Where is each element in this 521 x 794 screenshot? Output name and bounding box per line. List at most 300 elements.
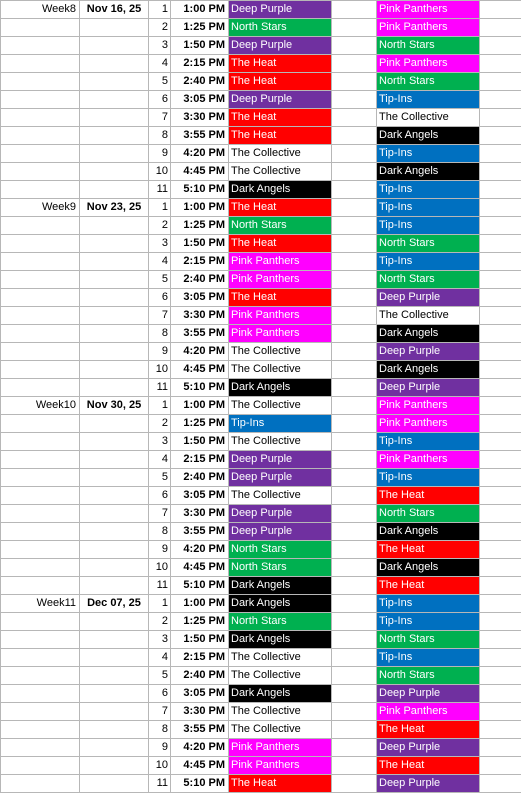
week-label-cell[interactable] xyxy=(1,73,80,91)
spacer-cell[interactable] xyxy=(332,1,377,19)
spacer-cell[interactable] xyxy=(480,325,521,343)
game-time-cell[interactable]: 1:50 PM xyxy=(171,433,229,451)
week-label-cell[interactable] xyxy=(1,379,80,397)
week-label-cell[interactable] xyxy=(1,523,80,541)
week-label-cell[interactable] xyxy=(1,487,80,505)
game-time-cell[interactable]: 3:55 PM xyxy=(171,325,229,343)
home-team-cell[interactable]: The Heat xyxy=(229,235,332,253)
week-label-cell[interactable] xyxy=(1,721,80,739)
game-number-cell[interactable]: 7 xyxy=(149,703,171,721)
game-number-cell[interactable]: 8 xyxy=(149,523,171,541)
week-date-cell[interactable] xyxy=(80,541,149,559)
spacer-cell[interactable] xyxy=(332,397,377,415)
spacer-cell[interactable] xyxy=(480,343,521,361)
spacer-cell[interactable] xyxy=(332,613,377,631)
spacer-cell[interactable] xyxy=(332,199,377,217)
week-label-cell[interactable] xyxy=(1,217,80,235)
away-team-cell[interactable]: Pink Panthers xyxy=(377,397,480,415)
home-team-cell[interactable]: The Collective xyxy=(229,667,332,685)
spacer-cell[interactable] xyxy=(480,253,521,271)
game-time-cell[interactable]: 2:15 PM xyxy=(171,55,229,73)
game-time-cell[interactable]: 2:15 PM xyxy=(171,649,229,667)
spacer-cell[interactable] xyxy=(332,667,377,685)
week-date-cell[interactable]: Nov 30, 25 xyxy=(80,397,149,415)
home-team-cell[interactable]: Dark Angels xyxy=(229,595,332,613)
week-label-cell[interactable] xyxy=(1,541,80,559)
week-date-cell[interactable] xyxy=(80,469,149,487)
home-team-cell[interactable]: The Collective xyxy=(229,487,332,505)
week-date-cell[interactable] xyxy=(80,757,149,775)
week-date-cell[interactable] xyxy=(80,325,149,343)
home-team-cell[interactable]: The Heat xyxy=(229,289,332,307)
table-row[interactable] xyxy=(1,415,521,433)
game-time-cell[interactable]: 3:30 PM xyxy=(171,505,229,523)
week-label-cell[interactable] xyxy=(1,235,80,253)
week-label-cell[interactable] xyxy=(1,361,80,379)
away-team-cell[interactable]: North Stars xyxy=(377,235,480,253)
week-date-cell[interactable] xyxy=(80,181,149,199)
away-team-cell[interactable]: The Heat xyxy=(377,541,480,559)
spacer-cell[interactable] xyxy=(332,415,377,433)
home-team-cell[interactable]: Deep Purple xyxy=(229,1,332,19)
game-number-cell[interactable]: 10 xyxy=(149,163,171,181)
spacer-cell[interactable] xyxy=(332,109,377,127)
spacer-cell[interactable] xyxy=(480,577,521,595)
week-date-cell[interactable] xyxy=(80,379,149,397)
spacer-cell[interactable] xyxy=(332,217,377,235)
away-team-cell[interactable]: Tip-Ins xyxy=(377,181,480,199)
week-label-cell[interactable] xyxy=(1,631,80,649)
week-label-cell[interactable] xyxy=(1,37,80,55)
game-time-cell[interactable]: 3:05 PM xyxy=(171,91,229,109)
game-time-cell[interactable]: 1:50 PM xyxy=(171,235,229,253)
game-time-cell[interactable]: 3:55 PM xyxy=(171,127,229,145)
table-row[interactable] xyxy=(1,271,521,289)
home-team-cell[interactable]: Pink Panthers xyxy=(229,253,332,271)
week-date-cell[interactable] xyxy=(80,739,149,757)
table-row[interactable] xyxy=(1,55,521,73)
game-number-cell[interactable]: 3 xyxy=(149,433,171,451)
week-date-cell[interactable] xyxy=(80,109,149,127)
home-team-cell[interactable]: The Heat xyxy=(229,199,332,217)
table-row[interactable] xyxy=(1,109,521,127)
spacer-cell[interactable] xyxy=(480,631,521,649)
game-number-cell[interactable]: 2 xyxy=(149,415,171,433)
game-number-cell[interactable]: 11 xyxy=(149,577,171,595)
week-label-cell[interactable] xyxy=(1,451,80,469)
game-number-cell[interactable]: 9 xyxy=(149,739,171,757)
spacer-cell[interactable] xyxy=(332,253,377,271)
week-label-cell[interactable] xyxy=(1,109,80,127)
week-date-cell[interactable] xyxy=(80,127,149,145)
spacer-cell[interactable] xyxy=(480,739,521,757)
home-team-cell[interactable]: Dark Angels xyxy=(229,577,332,595)
week-date-cell[interactable] xyxy=(80,577,149,595)
game-time-cell[interactable]: 2:40 PM xyxy=(171,667,229,685)
spacer-cell[interactable] xyxy=(332,181,377,199)
week-label-cell[interactable] xyxy=(1,703,80,721)
table-row[interactable] xyxy=(1,235,521,253)
away-team-cell[interactable]: Tip-Ins xyxy=(377,253,480,271)
week-label-cell[interactable] xyxy=(1,163,80,181)
game-time-cell[interactable]: 1:25 PM xyxy=(171,217,229,235)
game-time-cell[interactable]: 4:45 PM xyxy=(171,559,229,577)
spacer-cell[interactable] xyxy=(332,757,377,775)
week-label-cell[interactable] xyxy=(1,685,80,703)
home-team-cell[interactable]: The Heat xyxy=(229,73,332,91)
home-team-cell[interactable]: Deep Purple xyxy=(229,523,332,541)
away-team-cell[interactable]: North Stars xyxy=(377,631,480,649)
game-number-cell[interactable]: 11 xyxy=(149,181,171,199)
spacer-cell[interactable] xyxy=(480,667,521,685)
game-number-cell[interactable]: 8 xyxy=(149,127,171,145)
game-time-cell[interactable]: 4:20 PM xyxy=(171,145,229,163)
spacer-cell[interactable] xyxy=(332,595,377,613)
week-date-cell[interactable] xyxy=(80,271,149,289)
away-team-cell[interactable]: North Stars xyxy=(377,73,480,91)
spacer-cell[interactable] xyxy=(480,361,521,379)
home-team-cell[interactable]: North Stars xyxy=(229,217,332,235)
game-number-cell[interactable]: 5 xyxy=(149,271,171,289)
spacer-cell[interactable] xyxy=(480,559,521,577)
home-team-cell[interactable]: Pink Panthers xyxy=(229,307,332,325)
game-number-cell[interactable]: 11 xyxy=(149,379,171,397)
table-row[interactable] xyxy=(1,703,521,721)
away-team-cell[interactable]: Deep Purple xyxy=(377,289,480,307)
away-team-cell[interactable]: Dark Angels xyxy=(377,325,480,343)
table-row[interactable] xyxy=(1,307,521,325)
table-row[interactable] xyxy=(1,253,521,271)
home-team-cell[interactable]: The Collective xyxy=(229,433,332,451)
away-team-cell[interactable]: Dark Angels xyxy=(377,163,480,181)
week-date-cell[interactable] xyxy=(80,559,149,577)
week-date-cell[interactable] xyxy=(80,253,149,271)
spacer-cell[interactable] xyxy=(480,181,521,199)
week-date-cell[interactable]: Nov 16, 25 xyxy=(80,1,149,19)
spacer-cell[interactable] xyxy=(332,541,377,559)
spacer-cell[interactable] xyxy=(480,55,521,73)
week-date-cell[interactable] xyxy=(80,37,149,55)
week-date-cell[interactable] xyxy=(80,343,149,361)
spacer-cell[interactable] xyxy=(332,127,377,145)
week-date-cell[interactable] xyxy=(80,415,149,433)
game-time-cell[interactable]: 4:45 PM xyxy=(171,757,229,775)
away-team-cell[interactable]: The Heat xyxy=(377,721,480,739)
week-date-cell[interactable] xyxy=(80,775,149,793)
table-row[interactable] xyxy=(1,37,521,55)
game-number-cell[interactable]: 6 xyxy=(149,91,171,109)
table-row[interactable] xyxy=(1,649,521,667)
table-row[interactable] xyxy=(1,487,521,505)
table-row[interactable] xyxy=(1,343,521,361)
spacer-cell[interactable] xyxy=(332,703,377,721)
away-team-cell[interactable]: The Heat xyxy=(377,487,480,505)
away-team-cell[interactable]: North Stars xyxy=(377,37,480,55)
game-time-cell[interactable]: 1:50 PM xyxy=(171,37,229,55)
spacer-cell[interactable] xyxy=(480,469,521,487)
game-time-cell[interactable]: 4:45 PM xyxy=(171,163,229,181)
spacer-cell[interactable] xyxy=(480,271,521,289)
week-date-cell[interactable] xyxy=(80,649,149,667)
spacer-cell[interactable] xyxy=(332,559,377,577)
game-time-cell[interactable]: 3:05 PM xyxy=(171,685,229,703)
spacer-cell[interactable] xyxy=(480,217,521,235)
home-team-cell[interactable]: North Stars xyxy=(229,559,332,577)
week-label-cell[interactable]: Week11 xyxy=(1,595,80,613)
away-team-cell[interactable]: Pink Panthers xyxy=(377,1,480,19)
table-row[interactable] xyxy=(1,379,521,397)
spacer-cell[interactable] xyxy=(332,343,377,361)
home-team-cell[interactable]: The Heat xyxy=(229,55,332,73)
week-date-cell[interactable] xyxy=(80,433,149,451)
table-row[interactable] xyxy=(1,559,521,577)
game-time-cell[interactable]: 3:30 PM xyxy=(171,109,229,127)
week-label-cell[interactable] xyxy=(1,343,80,361)
table-row[interactable] xyxy=(1,451,521,469)
spacer-cell[interactable] xyxy=(480,199,521,217)
game-time-cell[interactable]: 2:40 PM xyxy=(171,469,229,487)
home-team-cell[interactable]: The Collective xyxy=(229,163,332,181)
game-number-cell[interactable]: 6 xyxy=(149,289,171,307)
game-number-cell[interactable]: 9 xyxy=(149,145,171,163)
game-number-cell[interactable]: 7 xyxy=(149,307,171,325)
home-team-cell[interactable]: North Stars xyxy=(229,19,332,37)
away-team-cell[interactable]: Tip-Ins xyxy=(377,469,480,487)
week-date-cell[interactable] xyxy=(80,685,149,703)
week-date-cell[interactable] xyxy=(80,307,149,325)
game-time-cell[interactable]: 1:00 PM xyxy=(171,397,229,415)
spacer-cell[interactable] xyxy=(480,397,521,415)
game-number-cell[interactable]: 3 xyxy=(149,235,171,253)
away-team-cell[interactable]: The Collective xyxy=(377,307,480,325)
spacer-cell[interactable] xyxy=(480,163,521,181)
spacer-cell[interactable] xyxy=(332,307,377,325)
week-label-cell[interactable] xyxy=(1,667,80,685)
home-team-cell[interactable]: Dark Angels xyxy=(229,631,332,649)
week-date-cell[interactable]: Nov 23, 25 xyxy=(80,199,149,217)
game-time-cell[interactable]: 2:15 PM xyxy=(171,253,229,271)
week-date-cell[interactable] xyxy=(80,667,149,685)
spacer-cell[interactable] xyxy=(332,361,377,379)
table-row[interactable] xyxy=(1,19,521,37)
game-number-cell[interactable]: 10 xyxy=(149,559,171,577)
home-team-cell[interactable]: Pink Panthers xyxy=(229,757,332,775)
week-label-cell[interactable] xyxy=(1,415,80,433)
week-label-cell[interactable] xyxy=(1,505,80,523)
away-team-cell[interactable]: Tip-Ins xyxy=(377,613,480,631)
table-row[interactable] xyxy=(1,361,521,379)
game-number-cell[interactable]: 3 xyxy=(149,37,171,55)
spacer-cell[interactable] xyxy=(480,685,521,703)
week-label-cell[interactable] xyxy=(1,559,80,577)
table-row[interactable] xyxy=(1,1,521,19)
game-time-cell[interactable]: 5:10 PM xyxy=(171,181,229,199)
table-row[interactable] xyxy=(1,91,521,109)
week-date-cell[interactable] xyxy=(80,73,149,91)
game-number-cell[interactable]: 3 xyxy=(149,631,171,649)
spacer-cell[interactable] xyxy=(332,91,377,109)
table-row[interactable] xyxy=(1,145,521,163)
away-team-cell[interactable]: Deep Purple xyxy=(377,379,480,397)
table-row[interactable] xyxy=(1,73,521,91)
spacer-cell[interactable] xyxy=(480,289,521,307)
spacer-cell[interactable] xyxy=(332,433,377,451)
home-team-cell[interactable]: Dark Angels xyxy=(229,181,332,199)
home-team-cell[interactable]: Deep Purple xyxy=(229,91,332,109)
spacer-cell[interactable] xyxy=(480,415,521,433)
game-time-cell[interactable]: 4:20 PM xyxy=(171,739,229,757)
away-team-cell[interactable]: Dark Angels xyxy=(377,127,480,145)
week-label-cell[interactable] xyxy=(1,325,80,343)
week-label-cell[interactable]: Week8 xyxy=(1,1,80,19)
game-number-cell[interactable]: 4 xyxy=(149,55,171,73)
game-number-cell[interactable]: 6 xyxy=(149,685,171,703)
week-label-cell[interactable] xyxy=(1,271,80,289)
week-label-cell[interactable] xyxy=(1,145,80,163)
game-time-cell[interactable]: 2:15 PM xyxy=(171,451,229,469)
home-team-cell[interactable]: The Heat xyxy=(229,127,332,145)
game-number-cell[interactable]: 9 xyxy=(149,541,171,559)
week-date-cell[interactable]: Dec 07, 25 xyxy=(80,595,149,613)
spacer-cell[interactable] xyxy=(480,595,521,613)
spacer-cell[interactable] xyxy=(332,289,377,307)
home-team-cell[interactable]: Pink Panthers xyxy=(229,739,332,757)
game-number-cell[interactable]: 4 xyxy=(149,451,171,469)
week-label-cell[interactable] xyxy=(1,649,80,667)
week-label-cell[interactable] xyxy=(1,775,80,793)
home-team-cell[interactable]: The Collective xyxy=(229,361,332,379)
week-label-cell[interactable] xyxy=(1,307,80,325)
week-date-cell[interactable] xyxy=(80,55,149,73)
spacer-cell[interactable] xyxy=(332,469,377,487)
table-row[interactable] xyxy=(1,739,521,757)
home-team-cell[interactable]: North Stars xyxy=(229,613,332,631)
week-label-cell[interactable] xyxy=(1,91,80,109)
home-team-cell[interactable]: Deep Purple xyxy=(229,469,332,487)
game-time-cell[interactable]: 3:55 PM xyxy=(171,523,229,541)
home-team-cell[interactable]: Deep Purple xyxy=(229,505,332,523)
away-team-cell[interactable]: Pink Panthers xyxy=(377,19,480,37)
game-number-cell[interactable]: 7 xyxy=(149,109,171,127)
home-team-cell[interactable]: North Stars xyxy=(229,541,332,559)
home-team-cell[interactable]: Pink Panthers xyxy=(229,325,332,343)
week-date-cell[interactable] xyxy=(80,91,149,109)
game-number-cell[interactable]: 2 xyxy=(149,19,171,37)
week-date-cell[interactable] xyxy=(80,451,149,469)
game-time-cell[interactable]: 4:45 PM xyxy=(171,361,229,379)
week-date-cell[interactable] xyxy=(80,235,149,253)
away-team-cell[interactable]: Deep Purple xyxy=(377,343,480,361)
home-team-cell[interactable]: The Collective xyxy=(229,397,332,415)
spacer-cell[interactable] xyxy=(332,685,377,703)
game-number-cell[interactable]: 1 xyxy=(149,397,171,415)
spacer-cell[interactable] xyxy=(332,451,377,469)
spacer-cell[interactable] xyxy=(480,127,521,145)
table-row[interactable] xyxy=(1,397,521,415)
away-team-cell[interactable]: Tip-Ins xyxy=(377,433,480,451)
spacer-cell[interactable] xyxy=(332,37,377,55)
away-team-cell[interactable]: Deep Purple xyxy=(377,685,480,703)
game-number-cell[interactable]: 6 xyxy=(149,487,171,505)
away-team-cell[interactable]: Tip-Ins xyxy=(377,199,480,217)
spacer-cell[interactable] xyxy=(480,73,521,91)
spacer-cell[interactable] xyxy=(332,775,377,793)
game-time-cell[interactable]: 1:00 PM xyxy=(171,1,229,19)
week-date-cell[interactable] xyxy=(80,703,149,721)
table-row[interactable] xyxy=(1,757,521,775)
spacer-cell[interactable] xyxy=(480,541,521,559)
spacer-cell[interactable] xyxy=(332,739,377,757)
spacer-cell[interactable] xyxy=(332,577,377,595)
spacer-cell[interactable] xyxy=(332,325,377,343)
away-team-cell[interactable]: Tip-Ins xyxy=(377,217,480,235)
week-date-cell[interactable] xyxy=(80,289,149,307)
spacer-cell[interactable] xyxy=(480,649,521,667)
spacer-cell[interactable] xyxy=(480,523,521,541)
spacer-cell[interactable] xyxy=(332,649,377,667)
week-date-cell[interactable] xyxy=(80,721,149,739)
table-row[interactable] xyxy=(1,631,521,649)
table-row[interactable] xyxy=(1,127,521,145)
away-team-cell[interactable]: Dark Angels xyxy=(377,559,480,577)
week-date-cell[interactable] xyxy=(80,163,149,181)
game-time-cell[interactable]: 4:20 PM xyxy=(171,541,229,559)
spacer-cell[interactable] xyxy=(332,379,377,397)
week-label-cell[interactable] xyxy=(1,181,80,199)
spacer-cell[interactable] xyxy=(332,505,377,523)
table-row[interactable] xyxy=(1,505,521,523)
game-time-cell[interactable]: 5:10 PM xyxy=(171,775,229,793)
table-row[interactable] xyxy=(1,685,521,703)
spacer-cell[interactable] xyxy=(332,145,377,163)
spacer-cell[interactable] xyxy=(480,109,521,127)
game-number-cell[interactable]: 1 xyxy=(149,595,171,613)
week-label-cell[interactable] xyxy=(1,757,80,775)
game-time-cell[interactable]: 1:00 PM xyxy=(171,199,229,217)
spacer-cell[interactable] xyxy=(332,163,377,181)
home-team-cell[interactable]: The Collective xyxy=(229,343,332,361)
week-label-cell[interactable]: Week9 xyxy=(1,199,80,217)
week-label-cell[interactable] xyxy=(1,19,80,37)
spacer-cell[interactable] xyxy=(480,1,521,19)
week-date-cell[interactable] xyxy=(80,631,149,649)
home-team-cell[interactable]: Tip-Ins xyxy=(229,415,332,433)
table-row[interactable] xyxy=(1,577,521,595)
spacer-cell[interactable] xyxy=(332,55,377,73)
game-time-cell[interactable]: 1:25 PM xyxy=(171,415,229,433)
table-row[interactable] xyxy=(1,325,521,343)
away-team-cell[interactable]: North Stars xyxy=(377,271,480,289)
week-date-cell[interactable] xyxy=(80,505,149,523)
game-time-cell[interactable]: 3:30 PM xyxy=(171,307,229,325)
spacer-cell[interactable] xyxy=(480,613,521,631)
week-date-cell[interactable] xyxy=(80,361,149,379)
home-team-cell[interactable]: The Collective xyxy=(229,703,332,721)
spacer-cell[interactable] xyxy=(480,757,521,775)
table-row[interactable] xyxy=(1,541,521,559)
table-row[interactable] xyxy=(1,289,521,307)
home-team-cell[interactable]: The Collective xyxy=(229,721,332,739)
game-number-cell[interactable]: 8 xyxy=(149,721,171,739)
week-date-cell[interactable] xyxy=(80,523,149,541)
away-team-cell[interactable]: The Heat xyxy=(377,577,480,595)
table-row[interactable] xyxy=(1,469,521,487)
week-date-cell[interactable] xyxy=(80,613,149,631)
home-team-cell[interactable]: Pink Panthers xyxy=(229,271,332,289)
away-team-cell[interactable]: Pink Panthers xyxy=(377,451,480,469)
week-date-cell[interactable] xyxy=(80,217,149,235)
home-team-cell[interactable]: The Collective xyxy=(229,145,332,163)
